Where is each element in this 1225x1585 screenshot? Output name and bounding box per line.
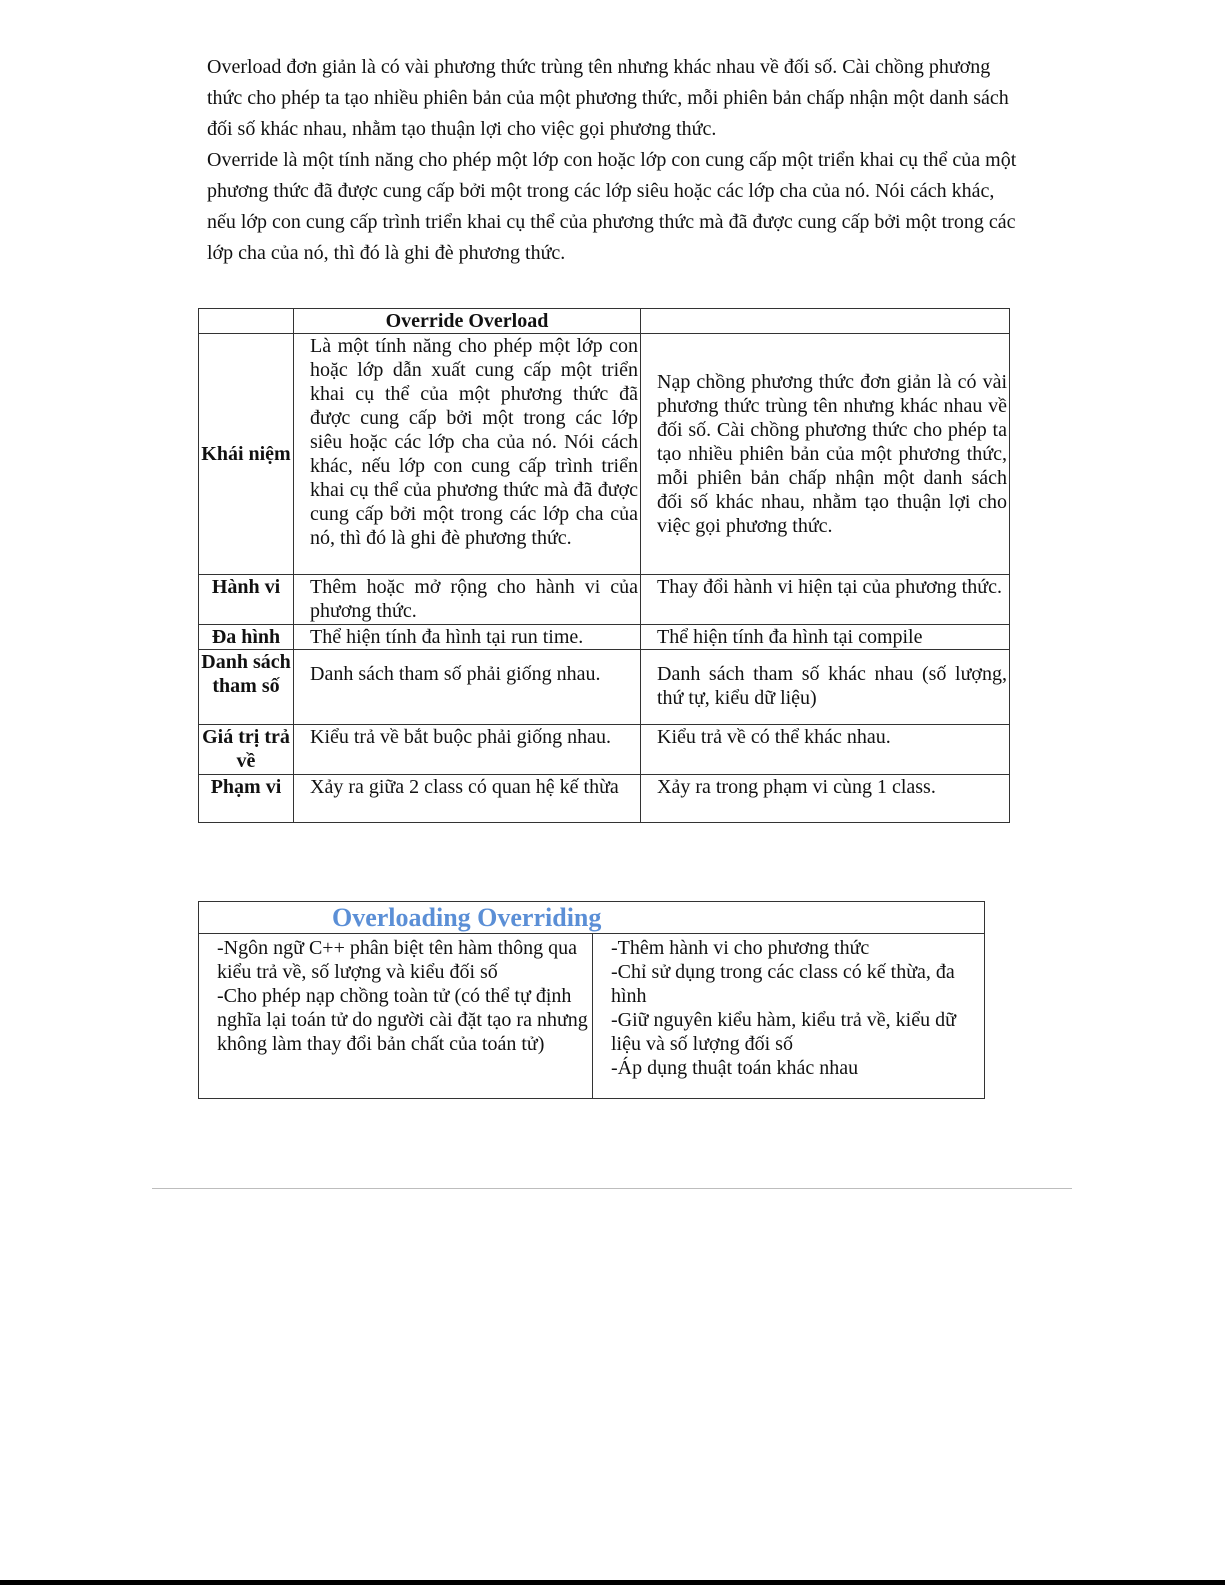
intro-paragraph-override: Override là một tính năng cho phép một lớp con hoặc lớp con cung cấp một triển khai cụ thể của một phương thức đã được cung cấp bởi một trong các lớp siêu hoặc các lớp cha của nó. Nói cách khác, nếu lớp con cung cấp trình triển khai cụ thể của phương thức mà đã được cung cấp bởi một trong các lớp cha của nó, thì đó là ghi đè phương thức. xyxy=(207,149,1017,264)
row-label: Giá trị trả về xyxy=(199,725,294,775)
overload-cell: Kiểu trả về có thể khác nhau. xyxy=(641,725,1010,775)
overloading-overriding-table xyxy=(198,901,985,1099)
intro-paragraph-overload: Overload đơn giản là có vài phương thức trùng tên nhưng khác nhau về đối số. Cài chồng phương thức cho phép ta tạo nhiều phiên bản của một phương thức, mỗi phiên bản chấp nhận một danh sách đối số khác nhau, nhằm tạo thuận lợi cho việc gọi phương thức. xyxy=(207,56,1009,140)
override-cell: Là một tính năng cho phép một lớp con hoặc lớp dẫn xuất cung cấp một triển khai cụ thể của một phương thức đã được cung cấp bởi một trong các lớp siêu hoặc các lớp cha của nó. Nói cách khác, nếu lớp con cung cấp trình triển khai cụ thể của phương thức mà đã được cung cấp bởi một trong các lớp cha của nó, thì đó là ghi đè phương thức. xyxy=(294,334,641,575)
table-row xyxy=(199,775,1010,823)
overriding-cell xyxy=(593,934,985,1099)
table-title: Overloading Overriding xyxy=(199,902,985,934)
bottom-edge-bar xyxy=(0,1580,1225,1585)
list-item: -Ngôn ngữ C++ phân biệt tên hàm thông qua kiểu trả về, số lượng và kiểu đối số xyxy=(217,937,578,983)
overloading-cell xyxy=(199,934,593,1099)
list-item: -Áp dụng thuật toán khác nhau xyxy=(611,1057,859,1079)
row-label: Hành vi xyxy=(199,575,294,625)
override-cell: Kiểu trả về bắt buộc phải giống nhau. xyxy=(294,725,641,775)
override-cell: Thêm hoặc mở rộng cho hành vi của phương thức. xyxy=(294,575,641,625)
override-cell: Xảy ra giữa 2 class có quan hệ kế thừa xyxy=(294,775,641,823)
table-row xyxy=(199,934,985,1099)
table-row xyxy=(199,650,1010,725)
table-header-empty xyxy=(199,309,294,334)
overload-cell: Nạp chồng phương thức đơn giản là có vài phương thức trùng tên nhưng khác nhau về đối số. Cài chồng phương thức cho phép ta tạo nhiều phiên bản của một phương thức, mỗi phiên bản chấp nhận một danh sách đối số khác nhau, nhằm tạo thuận lợi cho việc gọi phương thức. xyxy=(641,334,1010,575)
table-row xyxy=(199,725,1010,775)
page-divider xyxy=(152,1188,1072,1189)
overload-cell: Thể hiện tính đa hình tại compile xyxy=(641,625,1010,650)
override-cell: Danh sách tham số phải giống nhau. xyxy=(294,650,641,725)
table-row xyxy=(199,625,1010,650)
overload-cell: Thay đổi hành vi hiện tại của phương thức. xyxy=(641,575,1010,625)
list-item: -Chỉ sử dụng trong các class có kế thừa, đa hình xyxy=(611,961,955,1007)
row-label: Phạm vi xyxy=(199,775,294,823)
overload-cell: Danh sách tham số khác nhau (số lượng, thứ tự, kiểu dữ liệu) xyxy=(641,650,1010,725)
intro-text xyxy=(207,52,1027,269)
row-label: Khái niệm xyxy=(199,334,294,575)
row-label: Đa hình xyxy=(199,625,294,650)
row-label: Danh sách tham số xyxy=(199,650,294,725)
table-row xyxy=(199,575,1010,625)
list-item: -Giữ nguyên kiểu hàm, kiểu trả về, kiểu dữ liệu và số lượng đối số xyxy=(611,1009,956,1055)
table-header-blank xyxy=(641,309,1010,334)
override-cell: Thể hiện tính đa hình tại run time. xyxy=(294,625,641,650)
override-overload-table xyxy=(198,308,1010,823)
list-item: -Thêm hành vi cho phương thức xyxy=(611,937,870,959)
table-header-title: Override Overload xyxy=(294,309,641,334)
overload-cell: Xảy ra trong phạm vi cùng 1 class. xyxy=(641,775,1010,823)
list-item: -Cho phép nạp chồng toàn tử (có thể tự định nghĩa lại toán tử do người cài đặt tạo ra nhưng không làm thay đổi bản chất của toán tử) xyxy=(217,985,588,1055)
table-row xyxy=(199,334,1010,575)
